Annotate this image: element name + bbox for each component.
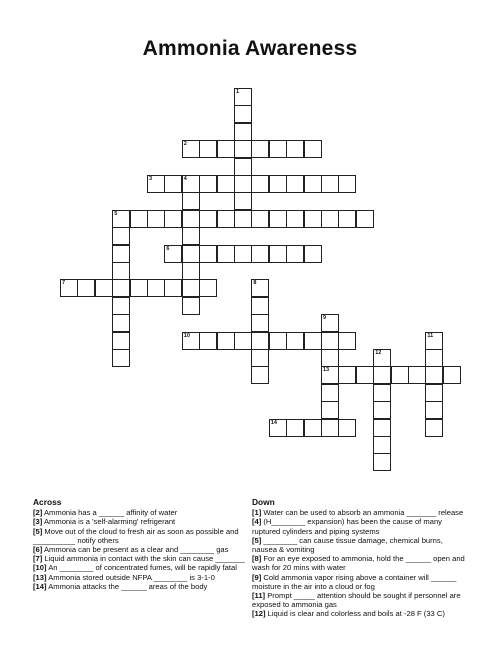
across-clue-text: Ammonia has a ______ affinity of water <box>42 508 178 518</box>
grid-cell[interactable] <box>373 436 391 454</box>
across-clue-number: [3] <box>33 517 43 527</box>
down-clue-text: For an eye exposed to ammonia, hold the ______ open and wash for 20 mins with water <box>252 554 465 573</box>
down-clue-number: [9] <box>252 572 262 582</box>
grid-cell[interactable] <box>234 192 252 210</box>
grid-cell[interactable] <box>338 419 356 437</box>
cell-number: 13 <box>323 367 330 374</box>
grid-cell[interactable] <box>164 210 182 228</box>
grid-cell[interactable] <box>112 314 130 332</box>
cell-number: 12 <box>375 350 382 356</box>
across-clue <box>33 563 248 572</box>
grid-cell[interactable] <box>286 210 304 228</box>
grid-cell[interactable] <box>269 210 287 228</box>
grid-cell[interactable] <box>182 279 200 297</box>
down-clue <box>252 508 467 517</box>
across-clue-list <box>33 508 248 591</box>
grid-cell[interactable] <box>304 140 322 158</box>
grid-cell[interactable] <box>234 245 252 263</box>
grid-cell[interactable] <box>217 245 235 263</box>
down-clue-text: Cold ammonia vapor rising above a container will ______ moisture in the air into a cloud or fog <box>252 572 457 591</box>
cell-number: 14 <box>270 419 277 426</box>
grid-cell[interactable] <box>234 140 252 158</box>
grid-cell[interactable] <box>425 384 443 402</box>
down-clue-text: (H________ expansion) has been the cause of many ruptured cylinders and piping systems <box>252 517 442 536</box>
grid-cell[interactable] <box>373 366 391 384</box>
grid-cell[interactable] <box>373 419 391 437</box>
grid-cell[interactable] <box>373 401 391 419</box>
grid-cell[interactable] <box>251 314 269 332</box>
down-clue <box>252 554 467 572</box>
grid-cell[interactable] <box>234 105 252 123</box>
down-clues <box>252 498 467 619</box>
across-clue <box>33 527 248 545</box>
across-clues <box>33 498 248 591</box>
grid-cell[interactable] <box>356 210 374 228</box>
grid-cell[interactable] <box>147 210 165 228</box>
grid-cell[interactable] <box>304 175 322 193</box>
grid-cell[interactable] <box>321 210 339 228</box>
grid-cell[interactable] <box>408 366 426 384</box>
grid-cell[interactable] <box>269 332 287 350</box>
grid-cell[interactable] <box>95 279 113 297</box>
grid-cell[interactable] <box>199 140 217 158</box>
grid-cell[interactable] <box>251 175 269 193</box>
grid-cell[interactable] <box>234 210 252 228</box>
down-clue-number: [1] <box>252 508 262 518</box>
grid-cell[interactable] <box>321 401 339 419</box>
down-clue <box>252 609 467 618</box>
grid-cell[interactable] <box>251 297 269 315</box>
grid-cell[interactable] <box>77 279 95 297</box>
cell-number: 11 <box>427 332 434 339</box>
grid-cell[interactable] <box>217 175 235 193</box>
across-clue-number: [6] <box>33 545 43 555</box>
grid-cell[interactable] <box>425 349 443 367</box>
across-clue-number: [10] <box>33 563 47 573</box>
grid-cell[interactable] <box>234 332 252 350</box>
across-clue-number: [13] <box>33 572 47 582</box>
grid-cell[interactable] <box>182 227 200 245</box>
across-clue <box>33 554 248 563</box>
grid-cell[interactable] <box>321 175 339 193</box>
across-clue-number: [14] <box>33 581 47 591</box>
grid-cell[interactable] <box>234 158 252 176</box>
grid-cell[interactable] <box>182 297 200 315</box>
grid-cell[interactable] <box>321 349 339 367</box>
grid-cell[interactable] <box>286 140 304 158</box>
down-clue <box>252 536 467 554</box>
grid-cell[interactable] <box>251 140 269 158</box>
down-clue <box>252 591 467 609</box>
grid-cell[interactable] <box>199 332 217 350</box>
grid-cell[interactable] <box>425 401 443 419</box>
cell-number: 3 <box>149 176 153 182</box>
cell-number: 8 <box>253 280 257 287</box>
down-clue-number: [11] <box>252 591 266 601</box>
across-clue-text: Liquid ammonia in contact with the skin can cause _______ <box>42 554 245 564</box>
grid-cell[interactable] <box>147 279 165 297</box>
grid-cell[interactable] <box>304 245 322 263</box>
grid-cell[interactable] <box>251 245 269 263</box>
grid-cell[interactable] <box>391 366 409 384</box>
grid-cell[interactable] <box>112 332 130 350</box>
grid-cell[interactable] <box>338 332 356 350</box>
down-clue-text: Water can be used to absorb an ammonia _______ release <box>261 508 464 518</box>
grid-cell[interactable] <box>321 332 339 350</box>
grid-cell[interactable] <box>321 419 339 437</box>
grid-cell[interactable] <box>356 366 374 384</box>
grid-cell[interactable] <box>338 175 356 193</box>
grid-cell[interactable] <box>217 210 235 228</box>
across-clue <box>33 517 248 526</box>
grid-cell[interactable] <box>321 384 339 402</box>
grid-cell[interactable] <box>217 140 235 158</box>
down-heading: Down <box>252 497 275 507</box>
down-clue-text: ________ can cause tissue damage, chemical burns, nausea & vomiting <box>252 535 443 555</box>
across-clue-number: [2] <box>33 508 43 518</box>
across-clue-text: Ammonia stored outside NFPA ________ is 3-1-0 <box>46 572 215 582</box>
across-heading: Across <box>33 497 62 507</box>
down-clue-text: Prompt _____ attention should be sought if personnel are exposed to ammonia gas <box>252 591 461 610</box>
grid-cell[interactable] <box>199 279 217 297</box>
grid-cell[interactable] <box>286 419 304 437</box>
grid-cell[interactable] <box>112 279 130 297</box>
across-clue-text: An ________ of concentrated fumes, will be rapidly fatal <box>46 563 237 573</box>
down-clue-number: [12] <box>252 609 266 619</box>
grid-cell[interactable] <box>112 262 130 280</box>
grid-cell[interactable] <box>182 192 200 210</box>
grid-cell[interactable] <box>130 279 148 297</box>
grid-cell[interactable] <box>373 384 391 402</box>
across-clue-number: [5] <box>33 526 43 536</box>
cell-number: 4 <box>183 176 187 182</box>
grid-cell[interactable] <box>182 210 200 228</box>
down-clue-list <box>252 508 467 618</box>
grid-cell[interactable] <box>234 175 252 193</box>
cell-number: 9 <box>323 315 327 322</box>
grid-cell[interactable] <box>338 210 356 228</box>
grid-cell[interactable] <box>373 453 391 471</box>
across-clue <box>33 545 248 554</box>
grid-cell[interactable] <box>338 366 356 384</box>
puzzle-title: Ammonia Awareness <box>142 37 358 60</box>
across-clue-text: Ammonia is a 'self-alarming' refrigerant <box>42 517 176 527</box>
cell-number: 5 <box>114 210 118 217</box>
grid-cell[interactable] <box>112 297 130 315</box>
grid-cell[interactable] <box>425 419 443 437</box>
across-clue <box>33 582 248 591</box>
cell-number: 6 <box>166 245 170 252</box>
grid-cell[interactable] <box>304 210 322 228</box>
grid-cell[interactable] <box>251 210 269 228</box>
grid-cell[interactable] <box>251 366 269 384</box>
grid-cell[interactable] <box>164 175 182 193</box>
grid-cell[interactable] <box>199 210 217 228</box>
cell-number: 1 <box>236 89 240 95</box>
down-clue <box>252 517 467 535</box>
grid-cell[interactable] <box>251 349 269 367</box>
cell-number: 7 <box>62 280 66 287</box>
grid-cell[interactable] <box>304 419 322 437</box>
grid-cell[interactable] <box>112 245 130 263</box>
grid-cell[interactable] <box>286 245 304 263</box>
down-clue <box>252 573 467 591</box>
grid-cell[interactable] <box>251 332 269 350</box>
grid-cell[interactable] <box>199 175 217 193</box>
across-clue <box>33 573 248 582</box>
grid-cell[interactable] <box>425 366 443 384</box>
grid-cell[interactable] <box>443 366 461 384</box>
down-clue-number: [5] <box>252 535 262 545</box>
grid-cell[interactable] <box>286 332 304 350</box>
grid-cell[interactable] <box>269 140 287 158</box>
grid-cell[interactable] <box>182 262 200 280</box>
down-clue-number: [4] <box>252 517 262 527</box>
across-clue <box>33 508 248 517</box>
grid-cell[interactable] <box>269 175 287 193</box>
down-clue-number: [8] <box>252 554 262 564</box>
grid-cell[interactable] <box>234 123 252 141</box>
grid-cell[interactable] <box>286 175 304 193</box>
grid-cell[interactable] <box>130 210 148 228</box>
cell-number: 2 <box>183 141 187 148</box>
grid-cell[interactable] <box>112 227 130 245</box>
grid-cell[interactable] <box>217 332 235 350</box>
grid-cell[interactable] <box>269 245 287 263</box>
grid-cell[interactable] <box>164 279 182 297</box>
across-clue-text: Move out of the cloud to fresh air as soon as possible and __________ notify others <box>33 526 239 545</box>
down-clue-text: Liquid is clear and colorless and boils at -28 F (33 C) <box>265 609 445 619</box>
grid-cell[interactable] <box>182 245 200 263</box>
grid-cell[interactable] <box>112 349 130 367</box>
cell-number: 10 <box>183 332 190 339</box>
across-clue-number: [7] <box>33 554 43 564</box>
grid-cell[interactable] <box>304 332 322 350</box>
grid-cell[interactable] <box>199 245 217 263</box>
across-clue-text: Ammonia attacks the ______ areas of the body <box>46 581 208 591</box>
across-clue-text: Ammonia can be present as a clear and ________ gas <box>42 545 229 555</box>
